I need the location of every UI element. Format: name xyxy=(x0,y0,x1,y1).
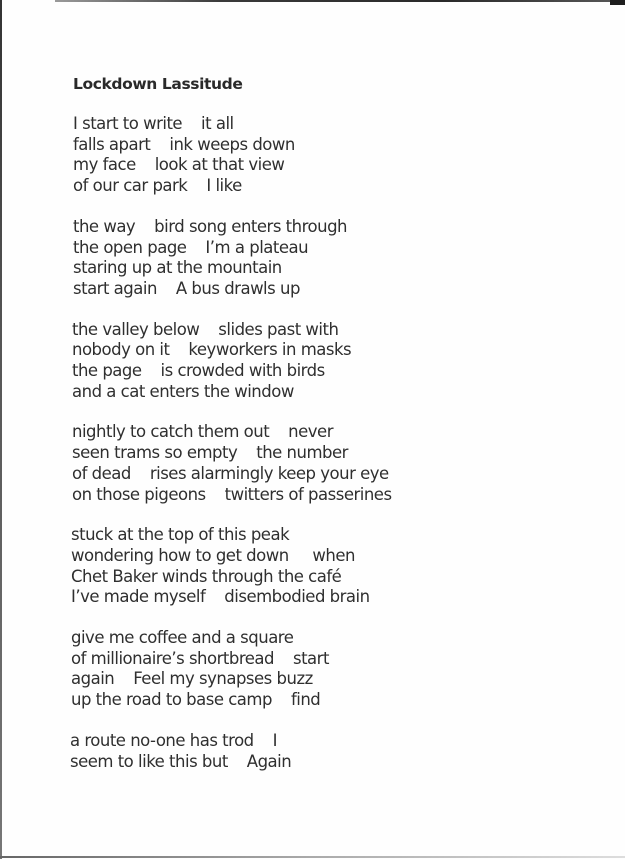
poem-line: falls apart ink weeps down xyxy=(73,134,295,154)
poem-line: up the road to base camp find xyxy=(71,690,321,710)
stanza-1 xyxy=(73,114,392,197)
poem-line: the open page I’m a plateau xyxy=(73,237,309,257)
poem-line: of our car park I like xyxy=(73,176,242,196)
poem-line: stuck at the top of this peak xyxy=(71,525,290,545)
poem-line: again Feel my synapses buzz xyxy=(71,669,313,689)
poem xyxy=(70,74,392,792)
stanza-6 xyxy=(71,628,392,711)
poem-line: of dead rises alarmingly keep your eye xyxy=(72,463,389,483)
poem-line: I start to write it all xyxy=(73,114,234,133)
poem-line: Chet Baker winds through the café xyxy=(71,566,342,586)
poem-line: the valley below slides past with xyxy=(72,319,339,339)
scan-edge-bottom xyxy=(0,856,625,858)
poem-title: Lockdown Lassitude xyxy=(73,75,243,93)
stanza-4 xyxy=(72,422,392,505)
poem-line: give me coffee and a square xyxy=(71,628,294,648)
poem-line: on those pigeons twitters of passerines xyxy=(72,484,392,504)
stanza-2 xyxy=(73,217,392,300)
scan-edge-top xyxy=(55,0,610,2)
poem-line: and a cat enters the window xyxy=(72,381,294,401)
poem-line: the way bird song enters through xyxy=(73,216,347,236)
poem-line: a route no-one has trod I xyxy=(70,730,277,750)
poem-line: seem to like this but Again xyxy=(70,751,292,771)
stanza-3 xyxy=(72,320,392,403)
poem-line: start again A bus drawls up xyxy=(73,278,300,298)
scan-edge-corner xyxy=(610,0,625,5)
poem-line: staring up at the mountain xyxy=(73,258,282,278)
poem-line: wondering how to get down when xyxy=(71,545,355,565)
stanza-5 xyxy=(71,525,392,608)
poem-line: my face look at that view xyxy=(73,155,285,175)
poem-line: of millionaire’s shortbread start xyxy=(71,648,329,668)
poem-line: I’ve made myself disembodied brain xyxy=(71,587,370,607)
poem-line: nobody on it keyworkers in masks xyxy=(72,340,352,360)
scan-edge-left xyxy=(0,0,2,859)
poem-line: nightly to catch them out never xyxy=(72,422,333,442)
poem-line: the page is crowded with birds xyxy=(72,361,325,381)
stanza-7 xyxy=(70,731,392,772)
poem-line: seen trams so empty the number xyxy=(72,443,348,463)
